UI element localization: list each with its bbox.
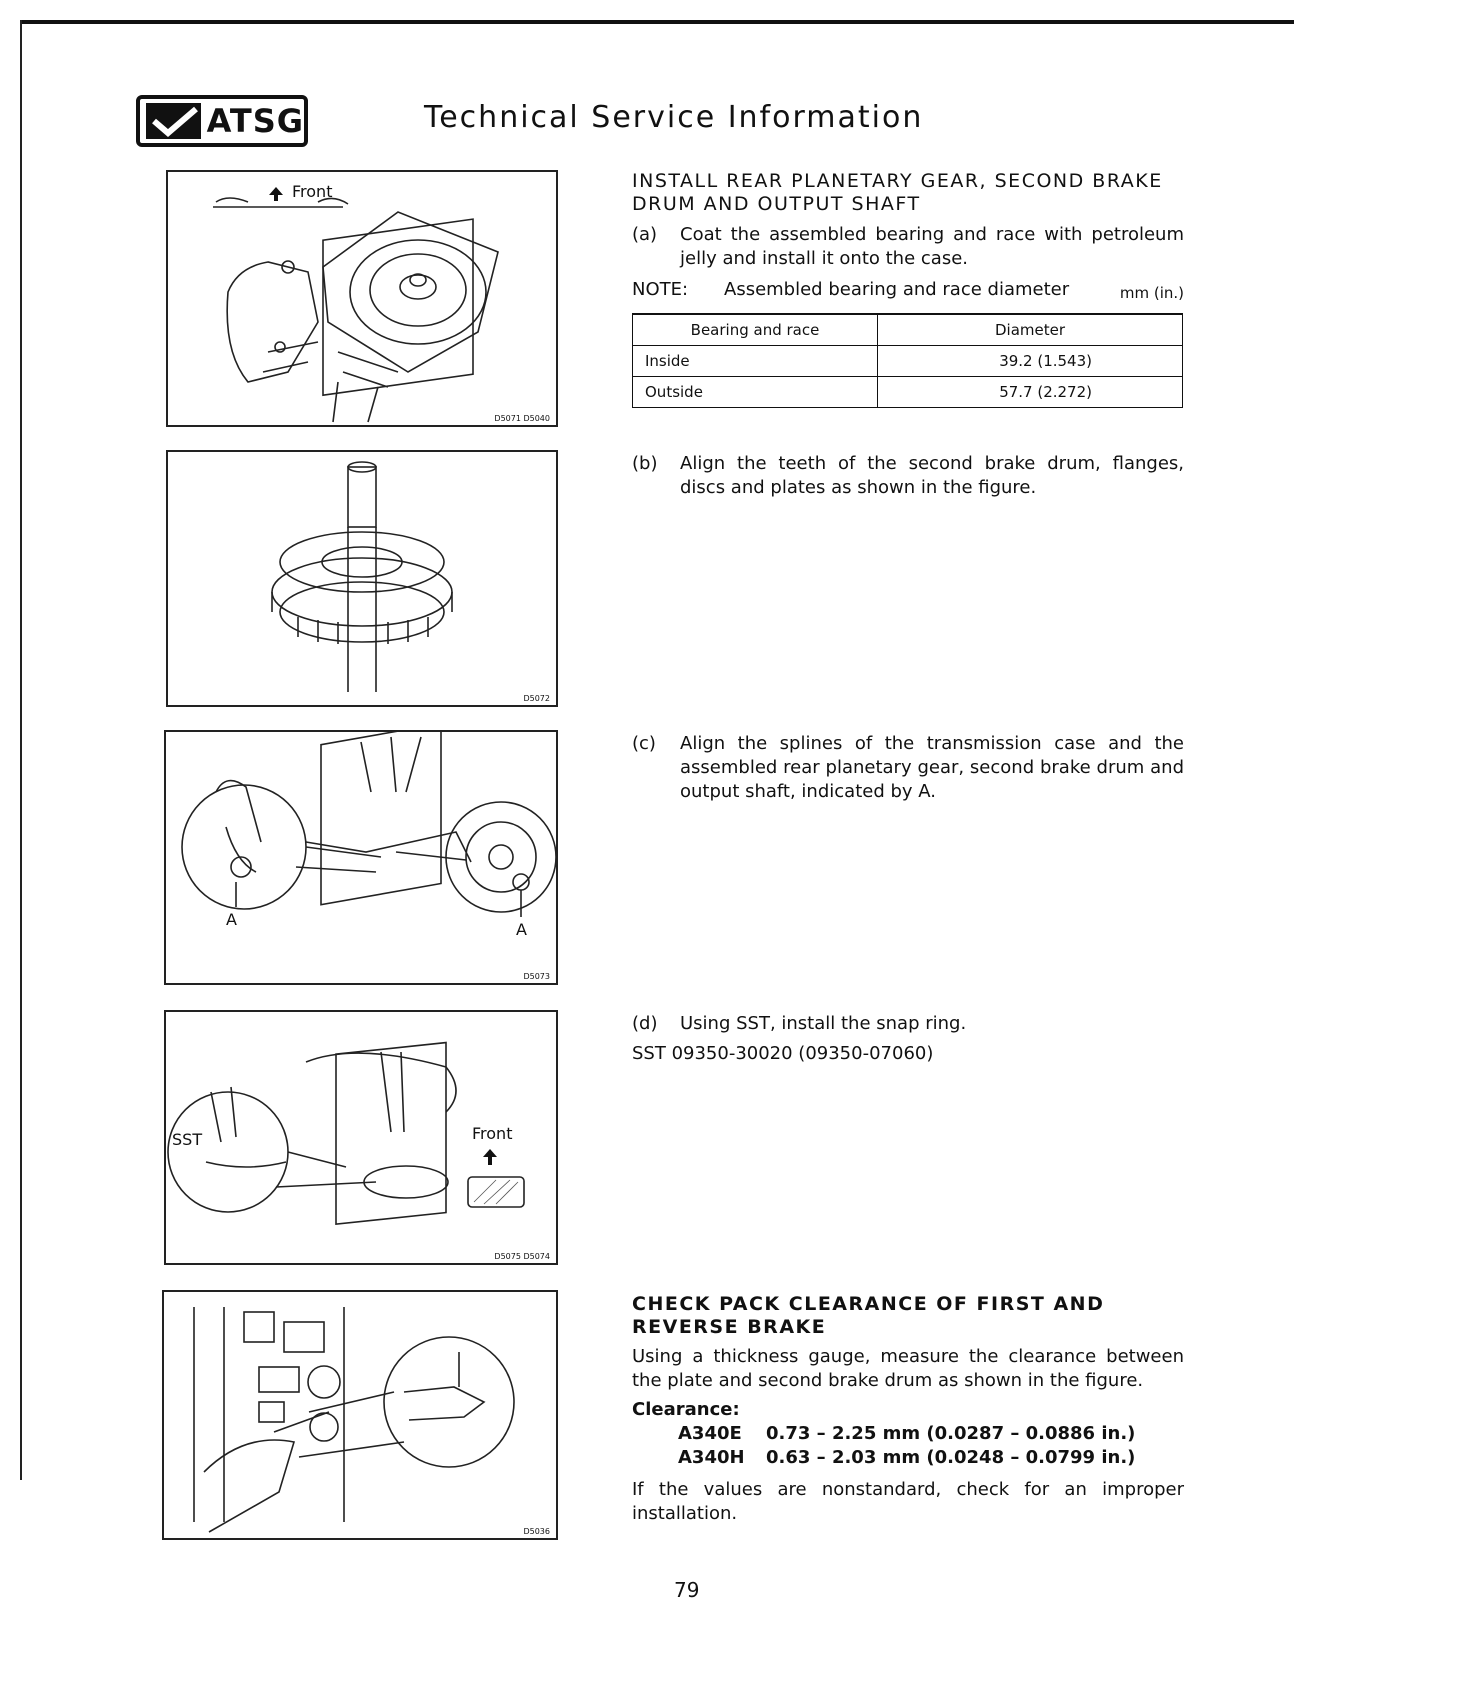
clearance-value: 0.73 – 2.25 mm (0.0287 – 0.0886 in.) <box>766 1423 1136 1444</box>
step-b <box>632 452 1184 500</box>
figure-1 <box>166 170 558 427</box>
step-text: Align the splines of the transmission case and the assembled rear planetary gear, second brake drum and output shaft, indicated by A. <box>680 733 1184 802</box>
step-a <box>632 223 1184 271</box>
sst-label: SST <box>172 1130 203 1149</box>
step-text: Align the teeth of the second brake drum, flanges, discs and plates as shown in the figure. <box>680 453 1184 498</box>
clearance-row <box>678 1422 1198 1446</box>
figure-code: D5071 D5040 <box>494 414 550 423</box>
spec-table-wrap <box>632 313 1183 408</box>
step-d <box>632 1012 1184 1036</box>
clearance-check-illustration <box>164 1292 556 1538</box>
clearance-list <box>678 1422 1198 1470</box>
table-cell: Outside <box>633 377 878 408</box>
figure-code: D5072 <box>523 694 550 703</box>
left-rule <box>20 20 22 1480</box>
figure-code: D5073 <box>523 972 550 981</box>
arrow-up-icon <box>482 1148 498 1166</box>
table-row <box>633 377 1183 408</box>
section2-footer-text: If the values are nonstandard, check for an improper installation. <box>632 1479 1184 1524</box>
front-label: Front <box>472 1124 513 1143</box>
logo-text: ATSG <box>206 102 304 140</box>
label-a-left: A <box>226 910 237 929</box>
transmission-case-illustration <box>168 172 556 425</box>
sst-number: SST 09350-30020 (09350-07060) <box>632 1043 934 1064</box>
step-text: Using SST, install the snap ring. <box>680 1013 967 1034</box>
table-header: Bearing and race <box>633 314 878 346</box>
figure-code: D5075 D5074 <box>494 1252 550 1261</box>
spec-table <box>632 313 1183 408</box>
page-number: 79 <box>674 1578 700 1602</box>
checkmark-icon <box>146 103 201 139</box>
table-cell: 39.2 (1.543) <box>878 346 1183 377</box>
figure-3 <box>164 730 558 985</box>
clearance-label: Clearance: <box>632 1399 740 1420</box>
note-text: Assembled bearing and race diameter <box>724 279 1070 300</box>
step-label: (a) <box>632 224 658 245</box>
heading-line: REVERSE BRAKE <box>632 1316 827 1338</box>
heading-line: INSTALL REAR PLANETARY GEAR, SECOND BRAKE <box>632 170 1163 192</box>
clearance-row <box>678 1446 1198 1470</box>
section1-heading <box>632 170 1192 216</box>
step-label: (d) <box>632 1013 658 1034</box>
step-label: (b) <box>632 453 658 474</box>
table-header-row <box>633 314 1183 346</box>
note-line <box>632 278 1184 305</box>
spline-alignment-illustration <box>166 732 556 983</box>
table-cell: 57.7 (2.272) <box>878 377 1183 408</box>
label-a-right: A <box>516 920 527 939</box>
page-title: Technical Service Information <box>424 100 924 135</box>
figure-5 <box>162 1290 558 1540</box>
step-c <box>632 732 1184 804</box>
front-label: Front <box>292 182 333 201</box>
brake-drum-illustration <box>168 452 556 705</box>
step-text: Coat the assembled bearing and race with petroleum jelly and install it onto the case. <box>680 224 1184 269</box>
top-rule <box>22 20 1294 24</box>
section2-text: Using a thickness gauge, measure the clearance between the plate and second brake drum as shown in the figure. <box>632 1346 1184 1391</box>
arrow-up-icon <box>268 186 284 202</box>
heading-line: DRUM AND OUTPUT SHAFT <box>632 193 921 215</box>
figure-4 <box>164 1010 558 1265</box>
clearance-value: 0.63 – 2.03 mm (0.0248 – 0.0799 in.) <box>766 1447 1136 1468</box>
table-header: Diameter <box>878 314 1183 346</box>
note-label: NOTE: <box>632 279 689 300</box>
figure-code: D5036 <box>523 1527 550 1536</box>
section2-heading <box>632 1293 1192 1339</box>
figure-2 <box>166 450 558 707</box>
table-cell: Inside <box>633 346 878 377</box>
model: A340E <box>678 1423 742 1444</box>
atsg-logo <box>136 95 308 147</box>
heading-line: CHECK PACK CLEARANCE OF FIRST AND <box>632 1293 1105 1315</box>
model: A340H <box>678 1447 745 1468</box>
table-row <box>633 346 1183 377</box>
note-unit: mm (in.) <box>1119 284 1184 302</box>
step-label: (c) <box>632 733 656 754</box>
